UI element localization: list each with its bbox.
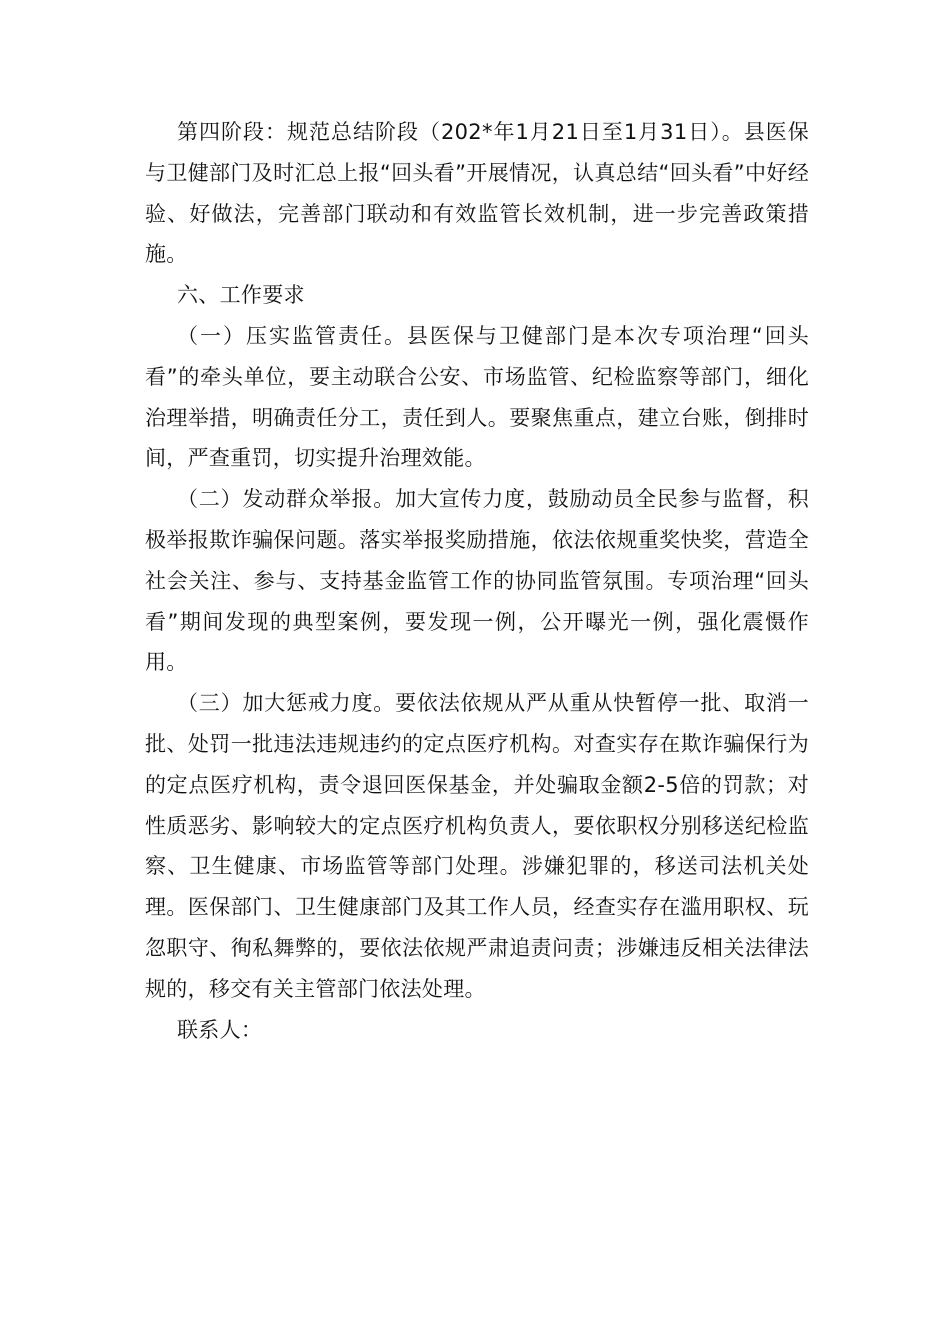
paragraph-requirement-three: （三）加大惩戒力度。要依法依规从严从重从快暂停一批、取消一批、处罚一批违法违规违约的定点医疗机构。对查实存在欺诈骗保行为的定点医疗机构，责令退回医保基金，并处骗取金额2-5倍的罚款；对性质恶劣、影响较大的定点医疗机构负责人，要依职权分别移送纪检监察、卫生健康、市场监管等部门处理。涉嫌犯罪的，移送司法机关处理。医保部门、卫生健康部门及其工作人员，经查实存在滥用职权、玩忽职守、徇私舞弊的，要依法依规严肃追责问责；涉嫌违反相关法律法规的，移交有关主管部门依法处理。 — [145, 691, 809, 1001]
paragraph-stage-four: 第四阶段：规范总结阶段（202*年1月21日至1月31日）。县医保与卫健部门及时汇总上报“回头看”开展情况，认真总结“回头看”中好经验、好做法，完善部门联动和有效监管长效机制，进一步完善政策措施。 — [145, 120, 809, 267]
paragraph-requirement-two: （二）发动群众举报。加大宣传力度，鼓励动员全民参与监督，积极举报欺诈骗保问题。落实举报奖励措施，依法依规重奖快奖，营造全社会关注、参与、支持基金监管工作的协同监管氛围。专项治理“回头看”期间发现的典型案例，要发现一例，公开曝光一例，强化震慑作用。 — [145, 487, 809, 675]
paragraph-requirement-one: （一）压实监管责任。县医保与卫健部门是本次专项治理“回头看”的牵头单位，要主动联合公安、市场监管、纪检监察等部门，细化治理举措，明确责任分工，责任到人。要聚焦重点，建立台账，倒排时间，严查重罚，切实提升治理效能。 — [145, 323, 809, 471]
section-heading-work-requirements: 六、工作要求 — [177, 283, 305, 308]
document-body — [145, 112, 809, 1050]
contact-person-label: 联系人： — [177, 1017, 263, 1042]
